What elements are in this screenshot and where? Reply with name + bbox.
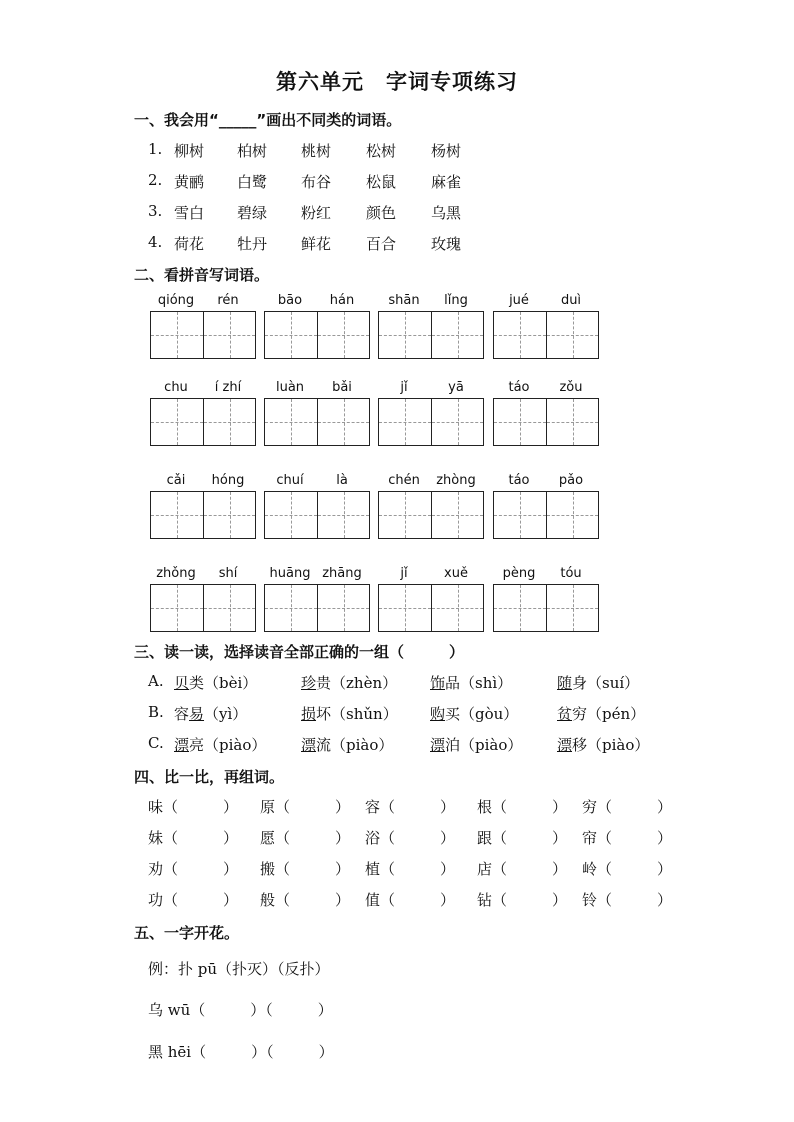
word-option: 鲜花: [301, 235, 332, 253]
underlined-char: 贫: [557, 705, 573, 723]
pinyin-label: luàn: [275, 380, 305, 395]
word-reading: 移（piào）: [572, 736, 650, 754]
underlined-char: 漂: [430, 736, 446, 754]
pinyin-label: bǎi: [332, 380, 352, 395]
tianzige-box: [493, 491, 599, 539]
row-number: 2.: [148, 171, 163, 189]
pinyin-label: duì: [560, 293, 582, 308]
pinyin-label: bāo: [277, 293, 303, 308]
pinyin-label: zhāng: [322, 566, 362, 581]
option-word: [301, 734, 393, 755]
tianzige-cell: [203, 492, 255, 538]
pinyin-label: jué: [509, 293, 529, 308]
tianzige-cell: [317, 492, 369, 538]
pinyin-label: hán: [329, 293, 355, 308]
tianzige-box: [378, 491, 484, 539]
word-option: 柏树: [237, 142, 268, 160]
word-blank: 愿（ ）: [260, 829, 351, 847]
pinyin-label: chuí: [276, 473, 304, 488]
tianzige-box: [378, 584, 484, 632]
tianzige-cell: [379, 399, 431, 445]
word-blank: 穷（ ）: [582, 798, 673, 816]
tianzige-cell: [379, 312, 431, 358]
option-label: B.: [148, 703, 164, 721]
pinyin-label: zhòng: [436, 473, 476, 488]
option-word: [174, 734, 266, 755]
tianzige-cell: [546, 312, 598, 358]
word-option: 颜色: [366, 204, 397, 222]
tianzige-box: [378, 311, 484, 359]
pinyin-label: yā: [448, 380, 464, 395]
word-blank: 原（ ）: [260, 798, 351, 816]
word-blank: 劝（ ）: [148, 860, 239, 878]
word-blank: 植（ ）: [365, 860, 456, 878]
option-word: [430, 703, 518, 724]
pinyin-label: táo: [508, 473, 530, 488]
section-4-heading: 四、比一比，再组词。: [134, 768, 285, 786]
row-number: 3.: [148, 202, 163, 220]
pinyin-label: shān: [388, 293, 420, 308]
underlined-char: 珍: [301, 674, 317, 692]
word-blank: 根（ ）: [477, 798, 568, 816]
word-option: 牡丹: [237, 235, 268, 253]
word-blank: 功（ ）: [148, 891, 239, 909]
tianzige-cell: [151, 585, 203, 631]
word-option: 荷花: [174, 235, 205, 253]
pinyin-label: zhǒng: [156, 566, 196, 581]
option-word: [557, 734, 649, 755]
pinyin-label: pèng: [502, 566, 536, 581]
underlined-char: 易: [189, 705, 205, 723]
tianzige-box: [493, 398, 599, 446]
tianzige-box: [150, 311, 256, 359]
underlined-char: 损: [301, 705, 317, 723]
word-option: 布谷: [301, 173, 332, 191]
tianzige-cell: [265, 585, 317, 631]
pinyin-label: jǐ: [400, 380, 408, 395]
section-2-heading: 二、看拼音写词语。: [134, 266, 270, 284]
pinyin-label: í zhí: [214, 380, 242, 395]
pinyin-label: tóu: [560, 566, 582, 581]
word-reading: 流（piào）: [316, 736, 394, 754]
pinyin-label: xuě: [444, 566, 468, 581]
word-reading: 贵（zhèn）: [316, 674, 398, 692]
word-option: 粉红: [301, 204, 332, 222]
option-word: [301, 672, 397, 693]
row-number: 4.: [148, 233, 163, 251]
word-reading: 穷（pén）: [572, 705, 646, 723]
tianzige-cell: [546, 399, 598, 445]
tianzige-box: [150, 491, 256, 539]
section-3-heading: 三、读一读，选择读音全部正确的一组（ ）: [134, 643, 465, 661]
pinyin-label: rén: [217, 293, 239, 308]
word-blank: 般（ ）: [260, 891, 351, 909]
underlined-char: 饰: [430, 674, 446, 692]
tianzige-cell: [151, 399, 203, 445]
tianzige-cell: [317, 399, 369, 445]
tianzige-cell: [494, 399, 546, 445]
tianzige-cell: [151, 492, 203, 538]
word-option: 白鹭: [237, 173, 268, 191]
word-option: 黄鹂: [174, 173, 205, 191]
pinyin-label: huāng: [269, 566, 311, 581]
word-reading: 身（suí）: [572, 674, 640, 692]
word-option: 碧绿: [237, 204, 268, 222]
word-prefix: 容: [174, 705, 190, 723]
word-reading: 买（gòu）: [445, 705, 519, 723]
tianzige-box: [150, 398, 256, 446]
underlined-char: 随: [557, 674, 573, 692]
word-blank: 浴（ ）: [365, 829, 456, 847]
underlined-char: 漂: [174, 736, 190, 754]
word-option: 乌黑: [431, 204, 462, 222]
word-reading: 品（shì）: [445, 674, 513, 692]
tianzige-cell: [317, 585, 369, 631]
underlined-char: 购: [430, 705, 446, 723]
tianzige-cell: [431, 312, 483, 358]
tianzige-cell: [265, 312, 317, 358]
tianzige-cell: [317, 312, 369, 358]
underlined-char: 漂: [557, 736, 573, 754]
pinyin-label: jǐ: [400, 566, 408, 581]
tianzige-box: [493, 584, 599, 632]
word-blank: 帘（ ）: [582, 829, 673, 847]
pinyin-label: là: [336, 473, 348, 488]
word-bloom-item: 乌 wū（ ）（ ）: [148, 1001, 333, 1019]
word-reading: 泊（piào）: [445, 736, 523, 754]
tianzige-cell: [379, 585, 431, 631]
tianzige-cell: [431, 399, 483, 445]
underlined-char: 贝: [174, 674, 190, 692]
option-word: [430, 734, 522, 755]
pinyin-label: cǎi: [166, 473, 186, 488]
pinyin-label: chu: [164, 380, 188, 395]
tianzige-cell: [203, 312, 255, 358]
tianzige-cell: [265, 492, 317, 538]
tianzige-box: [264, 398, 370, 446]
section-5-heading: 五、一字开花。: [134, 924, 240, 942]
tianzige-cell: [546, 492, 598, 538]
option-word: [174, 672, 257, 693]
word-option: 玫瑰: [431, 235, 462, 253]
option-word: [301, 703, 398, 724]
tianzige-box: [264, 584, 370, 632]
underlined-char: 漂: [301, 736, 317, 754]
section-5-example: 例：扑 pū（扑灭）（反扑）: [148, 960, 330, 978]
word-option: 杨树: [431, 142, 462, 160]
tianzige-box: [493, 311, 599, 359]
word-reading: 亮（piào）: [189, 736, 267, 754]
word-blank: 味（ ）: [148, 798, 239, 816]
word-option: 柳树: [174, 142, 205, 160]
word-option: 松鼠: [366, 173, 397, 191]
word-blank: 搬（ ）: [260, 860, 351, 878]
word-blank: 铃（ ）: [582, 891, 673, 909]
option-label: A.: [148, 672, 164, 690]
word-bloom-item: 黑 hēi（ ）（ ）: [148, 1043, 334, 1061]
pinyin-label: chén: [388, 473, 420, 488]
option-word: [174, 703, 247, 724]
pinyin-label: zǒu: [559, 380, 583, 395]
pinyin-label: pǎo: [558, 473, 584, 488]
tianzige-box: [150, 584, 256, 632]
pinyin-label: lǐng: [444, 293, 468, 308]
word-blank: 妹（ ）: [148, 829, 239, 847]
tianzige-cell: [494, 492, 546, 538]
pinyin-label: qióng: [157, 293, 195, 308]
tianzige-box: [264, 491, 370, 539]
word-option: 百合: [366, 235, 397, 253]
tianzige-cell: [431, 492, 483, 538]
option-label: C.: [148, 734, 164, 752]
tianzige-cell: [151, 312, 203, 358]
row-number: 1.: [148, 140, 163, 158]
tianzige-cell: [494, 312, 546, 358]
option-word: [557, 703, 645, 724]
word-blank: 值（ ）: [365, 891, 456, 909]
tianzige-cell: [546, 585, 598, 631]
tianzige-cell: [203, 399, 255, 445]
word-option: 麻雀: [431, 173, 462, 191]
word-option: 桃树: [301, 142, 332, 160]
option-word: [430, 672, 512, 693]
word-reading: 类（bèi）: [189, 674, 258, 692]
tianzige-cell: [265, 399, 317, 445]
word-blank: 跟（ ）: [477, 829, 568, 847]
tianzige-cell: [203, 585, 255, 631]
word-blank: 岭（ ）: [582, 860, 673, 878]
word-blank: 钻（ ）: [477, 891, 568, 909]
word-blank: 店（ ）: [477, 860, 568, 878]
pinyin-label: shí: [218, 566, 238, 581]
word-blank: 容（ ）: [365, 798, 456, 816]
word-reading: （yì）: [204, 705, 248, 723]
word-option: 松树: [366, 142, 397, 160]
pinyin-label: hóng: [211, 473, 245, 488]
section-1-heading: 一、我会用“_____”画出不同类的词语。: [134, 111, 402, 129]
option-word: [557, 672, 639, 693]
tianzige-cell: [431, 585, 483, 631]
tianzige-cell: [379, 492, 431, 538]
tianzige-box: [378, 398, 484, 446]
pinyin-label: táo: [508, 380, 530, 395]
page-title: 第六单元 字词专项练习: [276, 70, 518, 94]
word-option: 雪白: [174, 204, 205, 222]
tianzige-box: [264, 311, 370, 359]
tianzige-cell: [494, 585, 546, 631]
word-reading: 坏（shǔn）: [316, 705, 398, 723]
